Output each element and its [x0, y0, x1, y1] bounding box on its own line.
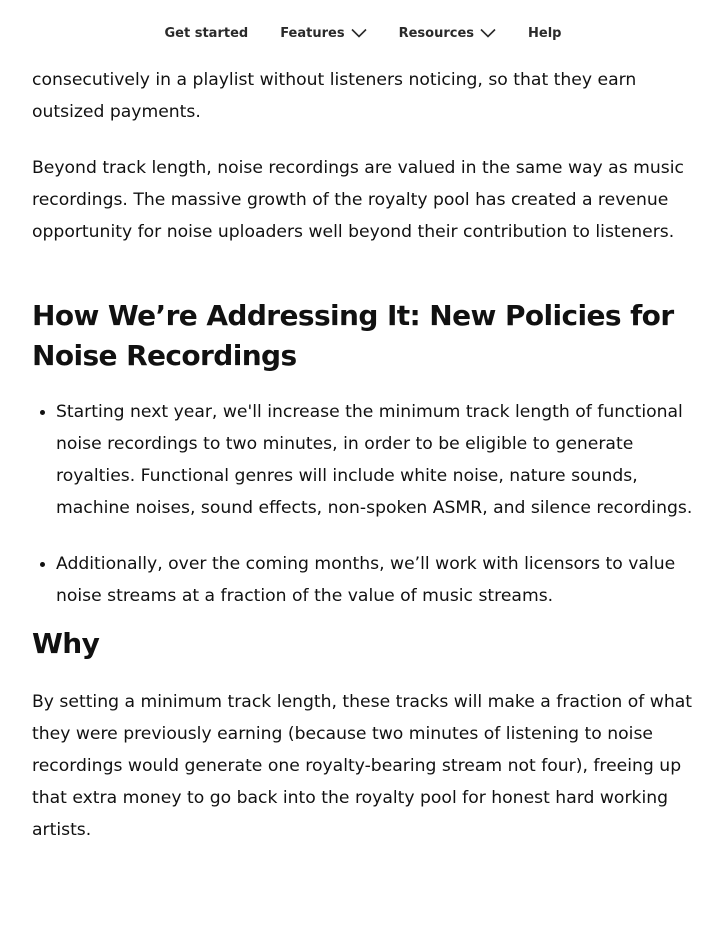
section-heading-policies: How We’re Addressing It: New Policies for Noise Recordings — [32, 299, 674, 372]
chevron-down-icon — [480, 28, 496, 38]
nav-features-label: Features — [280, 25, 345, 41]
policy-bullet-item: Starting next year, we'll increase the minimum track length of functional noise recordings to two minutes, in order to be eligible to generate royalties. Functional genres will include white noise, nature sounds, machine noises, sound effects, non-spoken ASMR, and silence recordings. — [56, 396, 698, 524]
top-navigation — [0, 0, 710, 66]
chevron-down-icon — [351, 28, 367, 38]
policy-bullet-list — [32, 396, 698, 612]
nav-resources-label: Resources — [398, 25, 475, 41]
article-paragraph-why: By setting a minimum track length, these tracks will make a fraction of what they were previously earning (because two minutes of listening to noise recordings would generate one royalty-bearing stream not four), freeing up that extra money to go back into the royalty pool for honest hard working artists. — [32, 692, 693, 840]
nav-links — [149, 26, 578, 41]
nav-get-started[interactable] — [165, 26, 249, 41]
nav-help[interactable] — [528, 26, 561, 41]
nav-get-started-label: Get started — [164, 25, 249, 41]
article-paragraph-intro-tail: consecutively in a playlist without listeners noticing, so that they earn outsized payments. — [32, 70, 637, 122]
nav-resources[interactable] — [399, 26, 496, 41]
policy-bullet-item: Additionally, over the coming months, we’ll work with licensors to value noise streams at a fraction of the value of music streams. — [56, 548, 698, 612]
article-body — [32, 64, 698, 846]
section-heading-why: Why — [32, 627, 100, 660]
article-paragraph-track-length: Beyond track length, noise recordings are valued in the same way as music recordings. The massive growth of the royalty pool has created a revenue opportunity for noise uploaders well beyond their contribution to listeners. — [32, 158, 684, 242]
nav-features[interactable] — [280, 26, 366, 41]
nav-help-label: Help — [528, 25, 562, 41]
